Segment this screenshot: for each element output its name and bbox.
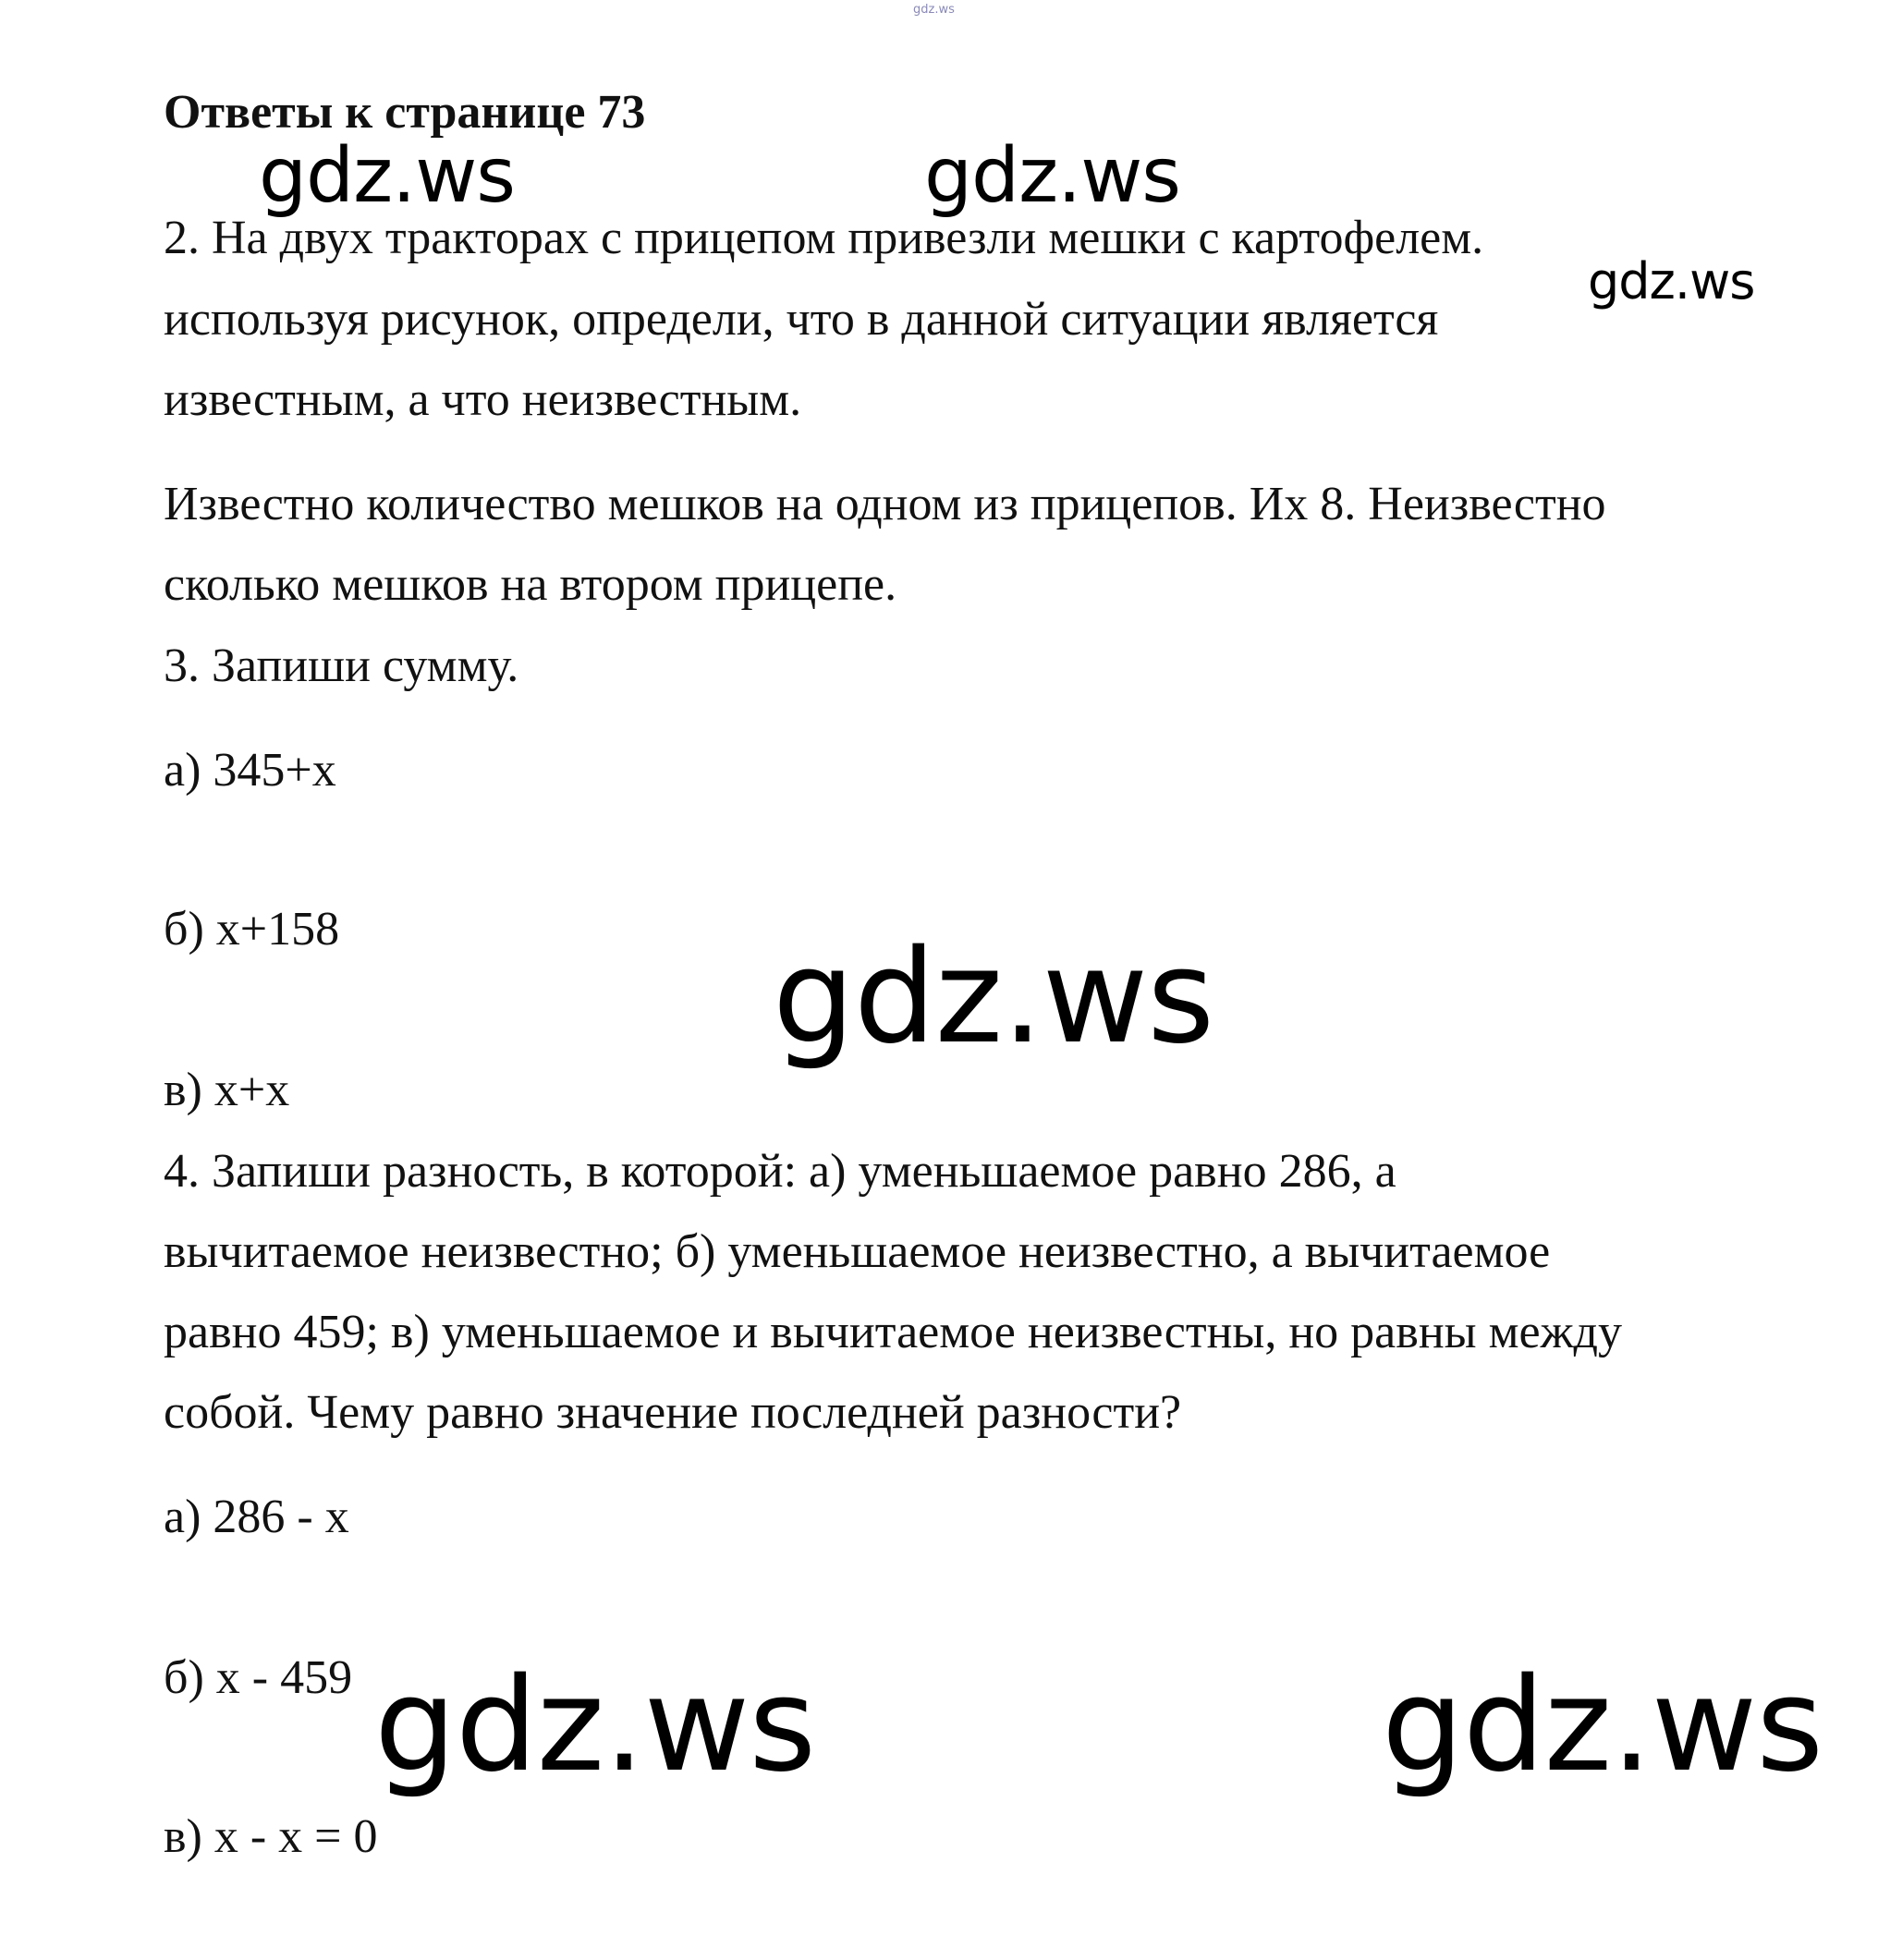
- task2-answer-line-2: сколько мешков на втором прицепе.: [164, 558, 897, 611]
- task2-answer-line-1: Известно количество мешков на одном из прицепов. Их 8. Неизвестно: [164, 478, 1606, 530]
- task3-answer-b: б) x+158: [164, 903, 340, 956]
- task4-answer-b: б) x - 459: [164, 1651, 353, 1704]
- watermark: gdz.ws: [259, 132, 515, 220]
- watermark: gdz.ws: [1382, 1650, 1823, 1801]
- task2-line-1: 2. На двух тракторах с прицепом привезли мешки с картофелем.: [164, 212, 1484, 264]
- task4-line-4: собой. Чему равно значение последней разности?: [164, 1386, 1182, 1439]
- task2-line-2: используя рисунок, определи, что в данной ситуации является: [164, 293, 1439, 346]
- watermark-top-tiny: gdz.ws: [913, 3, 955, 17]
- watermark: gdz.ws: [773, 922, 1214, 1073]
- task4-answer-a: а) 286 - x: [164, 1491, 349, 1543]
- task4-line-3: равно 459; в) уменьшаемое и вычитаемое неизвестны, но равны между: [164, 1306, 1622, 1358]
- task3-title: 3. Запиши сумму.: [164, 639, 519, 692]
- page-heading: Ответы к странице 73: [164, 86, 646, 139]
- task2-line-3: известным, а что неизвестным.: [164, 373, 802, 426]
- watermark: gdz.ws: [374, 1650, 816, 1801]
- watermark: gdz.ws: [924, 132, 1180, 220]
- task4-line-2: вычитаемое неизвестно; б) уменьшаемое неизвестно, а вычитаемое: [164, 1225, 1551, 1278]
- task3-answer-a: а) 345+x: [164, 744, 336, 797]
- task3-answer-c: в) x+x: [164, 1064, 290, 1116]
- watermark: gdz.ws: [1588, 252, 1755, 310]
- task4-line-1: 4. Запиши разность, в которой: а) уменьшаемое равно 286, а: [164, 1145, 1396, 1198]
- task4-answer-c: в) x - x = 0: [164, 1810, 378, 1863]
